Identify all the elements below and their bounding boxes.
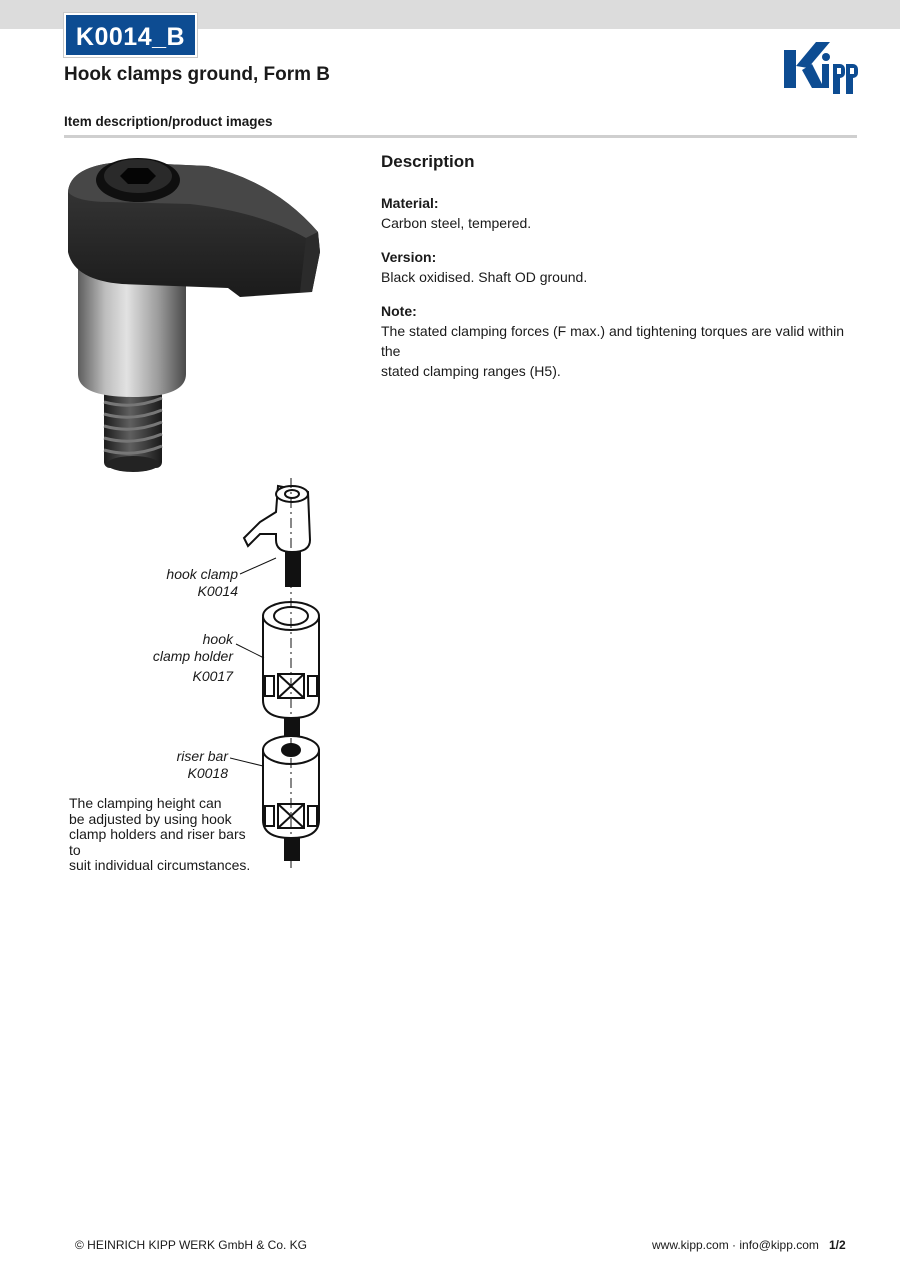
footer-copyright: © HEINRICH KIPP WERK GmbH & Co. KG <box>75 1238 307 1252</box>
material-label: Material: <box>381 195 439 211</box>
description-heading: Description <box>381 152 475 171</box>
product-code-badge: K0014_B <box>64 13 197 57</box>
note-value: The stated clamping forces (F max.) and tightening torques are valid within the stated clamping ranges (H5). <box>381 323 845 379</box>
section-divider <box>64 135 857 138</box>
label-riser-bar: riser bar K0018 <box>176 748 228 781</box>
kipp-logo <box>782 36 860 94</box>
footer-contact[interactable]: www.kipp.com · info@kipp.com <box>652 1238 819 1252</box>
section-heading: Item description/product images <box>64 114 273 129</box>
label-hook-clamp-holder: hook clamp holder K0017 <box>152 631 233 684</box>
material-value: Carbon steel, tempered. <box>381 215 532 231</box>
description-block <box>381 152 851 381</box>
assembly-caption: The clamping height can be adjusted by using hook clamp holders and riser bars to suit individual circumstances. <box>69 795 251 873</box>
version-label: Version: <box>381 249 437 265</box>
page-title: Hook clamps ground, Form B <box>64 64 331 85</box>
label-hook-clamp: hook clamp K0014 <box>166 566 238 599</box>
hook-clamp-photo <box>60 152 330 477</box>
note-label: Note: <box>381 303 417 319</box>
page-number: 1/2 <box>829 1238 846 1252</box>
version-value: Black oxidised. Shaft OD ground. <box>381 269 588 285</box>
